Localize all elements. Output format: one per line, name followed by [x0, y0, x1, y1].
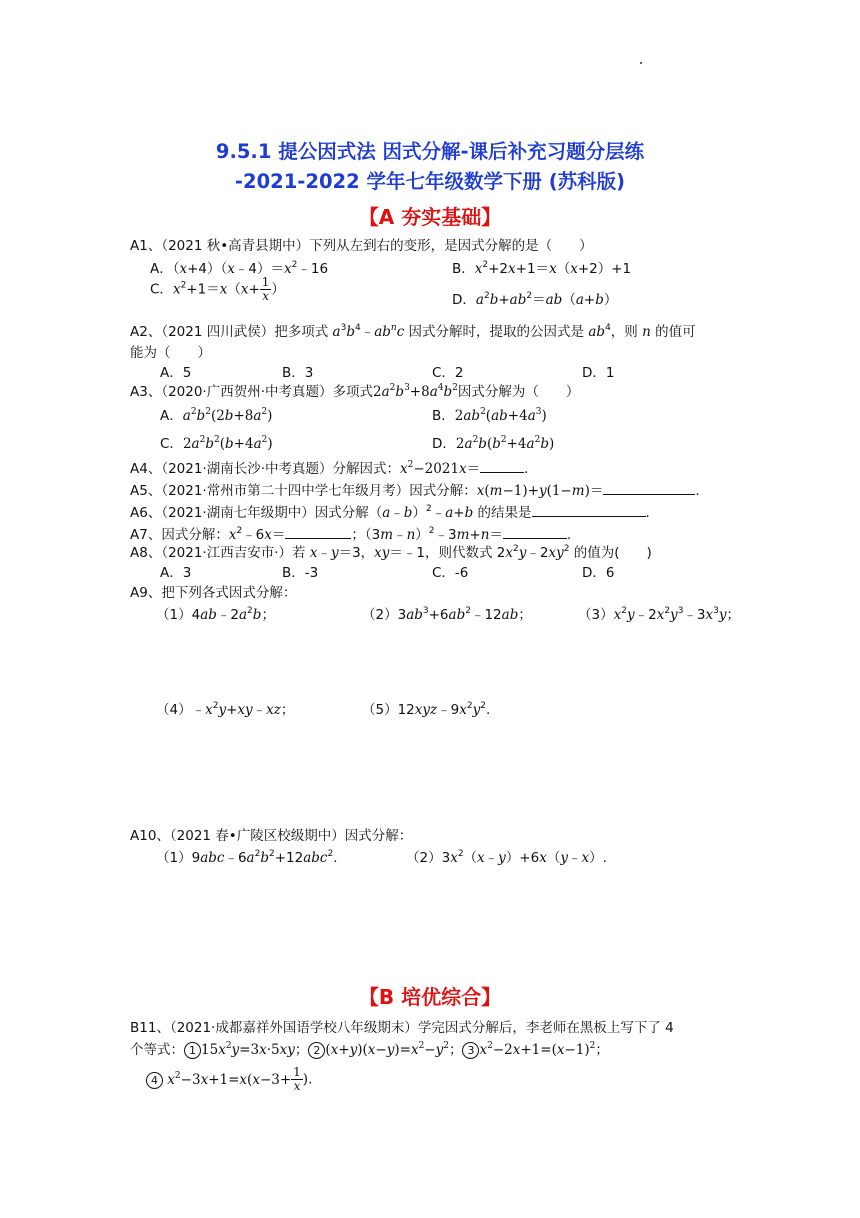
- q3-option-b: B．$2ab^2(ab+4a^3)$: [432, 407, 547, 424]
- q6: A6、（2021·湖南七年级期中）因式分解（a﹣b）$^2$﹣a+b 的结果是 .: [130, 504, 650, 521]
- q1-option-d: D．$a^2b+ab^2=ab(a+b)$: [452, 291, 618, 308]
- q4: A4、（2021·湖南长沙·中考真题）分解因式：$x^2-2021x=$ .: [130, 460, 529, 477]
- q8-option-c: C．-6: [432, 565, 469, 581]
- q2-option-a: A．5: [160, 365, 192, 381]
- title-line-1: 9.5.1 提公因式法 因式分解-课后补充习题分层练: [215, 140, 645, 163]
- q8-option-a: A．3: [160, 565, 192, 581]
- q2-option-d: D．1: [582, 365, 615, 381]
- q10-item-1: $(1)9abc﹣6a^2b^2+12abc^2$.: [156, 849, 338, 866]
- q3-option-c: C．$2a^2b^2(b+4a^2)$: [160, 435, 273, 452]
- q8-option-d: D．6: [582, 565, 615, 581]
- q11-stem-2: 个等式： 1 $15x^2y=3x\cdot 5xy$； 2 $(x+y)(x-y)=x^2-y^2$； 3 $x^2-2x+1=(x-1)^2$；: [130, 1041, 609, 1058]
- q10-stem: A10、（2021 春•广陵区校级期中）因式分解：: [130, 828, 413, 844]
- q3-option-a: A．$a^2b^2(2b+8a^2)$: [160, 407, 273, 424]
- q9-item-3: $(3)x^2y﹣2x^2y^3﹣3x^3y$；: [578, 606, 741, 623]
- q8-option-b: B．-3: [282, 565, 319, 581]
- q1-option-a: A．$(x+4)(x﹣4)=x^2﹣16$: [150, 260, 329, 277]
- q1-option-c: C．$x^2+1=x(x+$ $\frac{1}{x}$ ）: [150, 275, 285, 303]
- title-line-2: -2021-2022 学年七年级数学下册 (苏科版): [234, 170, 626, 193]
- q9-item-4: $(4)﹣x^2y+xy﹣xz$；: [156, 701, 295, 718]
- q8-stem: A8、（2021·江西吉安市·）若 x﹣y＝3，xy＝﹣1，则代数式 $2x^2y﹣2xy^2$ 的值为( ): [130, 544, 652, 561]
- q11-stem-3: 4 $x^2-3x+1=x(x-3+$ $\frac{1}{x}$ ).: [146, 1066, 312, 1093]
- page-dot: [640, 62, 642, 64]
- q9-item-2: $(2)3ab^3+6ab^2﹣12ab$；: [362, 606, 532, 623]
- q2-stem: A2、（2021 四川武侯）把多项式 $a^3b^4﹣ab^nc$ 因式分解时，提取的公因式是 $ab^4$，则 n 的值可: [130, 323, 696, 340]
- q10-item-2: $(2)3x^2(x﹣y)+6x(y﹣x)$.: [406, 849, 607, 866]
- section-b-heading: 【B 培优综合】: [358, 985, 502, 1009]
- q11-stem: B11、（2021·成都嘉祥外国语学校八年级期末）学完因式分解后，李老师在黑板上写下了 4: [130, 1020, 674, 1036]
- section-a-heading: 【A 夯实基础】: [358, 205, 502, 229]
- q7: A7、因式分解：$x^2﹣6x=$ ；（3m﹣n）$^2$﹣3m+n＝ .: [130, 526, 572, 543]
- q2-option-b: B．3: [282, 365, 314, 381]
- q1-stem: A1、（2021 秋•高青县期中）下列从左到右的变形，是因式分解的是（ ）: [130, 238, 593, 254]
- q3-stem: A3、（2020·广西贺州·中考真题）多项式$2a^2b^3+8a^4b^2$因式分解为（ ）: [130, 383, 580, 400]
- q1-option-b: B．$x^2+2x+1=x(x+2)+1$: [452, 260, 632, 277]
- q9-stem: A9、把下列各式因式分解：: [130, 585, 297, 601]
- q2-option-c: C．2: [432, 365, 464, 381]
- q2-stem-2: 能为（ ）: [130, 345, 211, 361]
- q3-option-d: D．$2a^2b(b^2+4a^2b)$: [432, 435, 555, 452]
- q5: A5、（2021·常州市第二十四中学七年级月考）因式分解：x(m−1)+y(1−m)＝ .: [130, 483, 700, 499]
- q9-item-1: $(1)4ab﹣2a^2b$；: [156, 606, 275, 623]
- q9-item-5: $(5)12xyz﹣9x^2y^2$.: [362, 701, 491, 718]
